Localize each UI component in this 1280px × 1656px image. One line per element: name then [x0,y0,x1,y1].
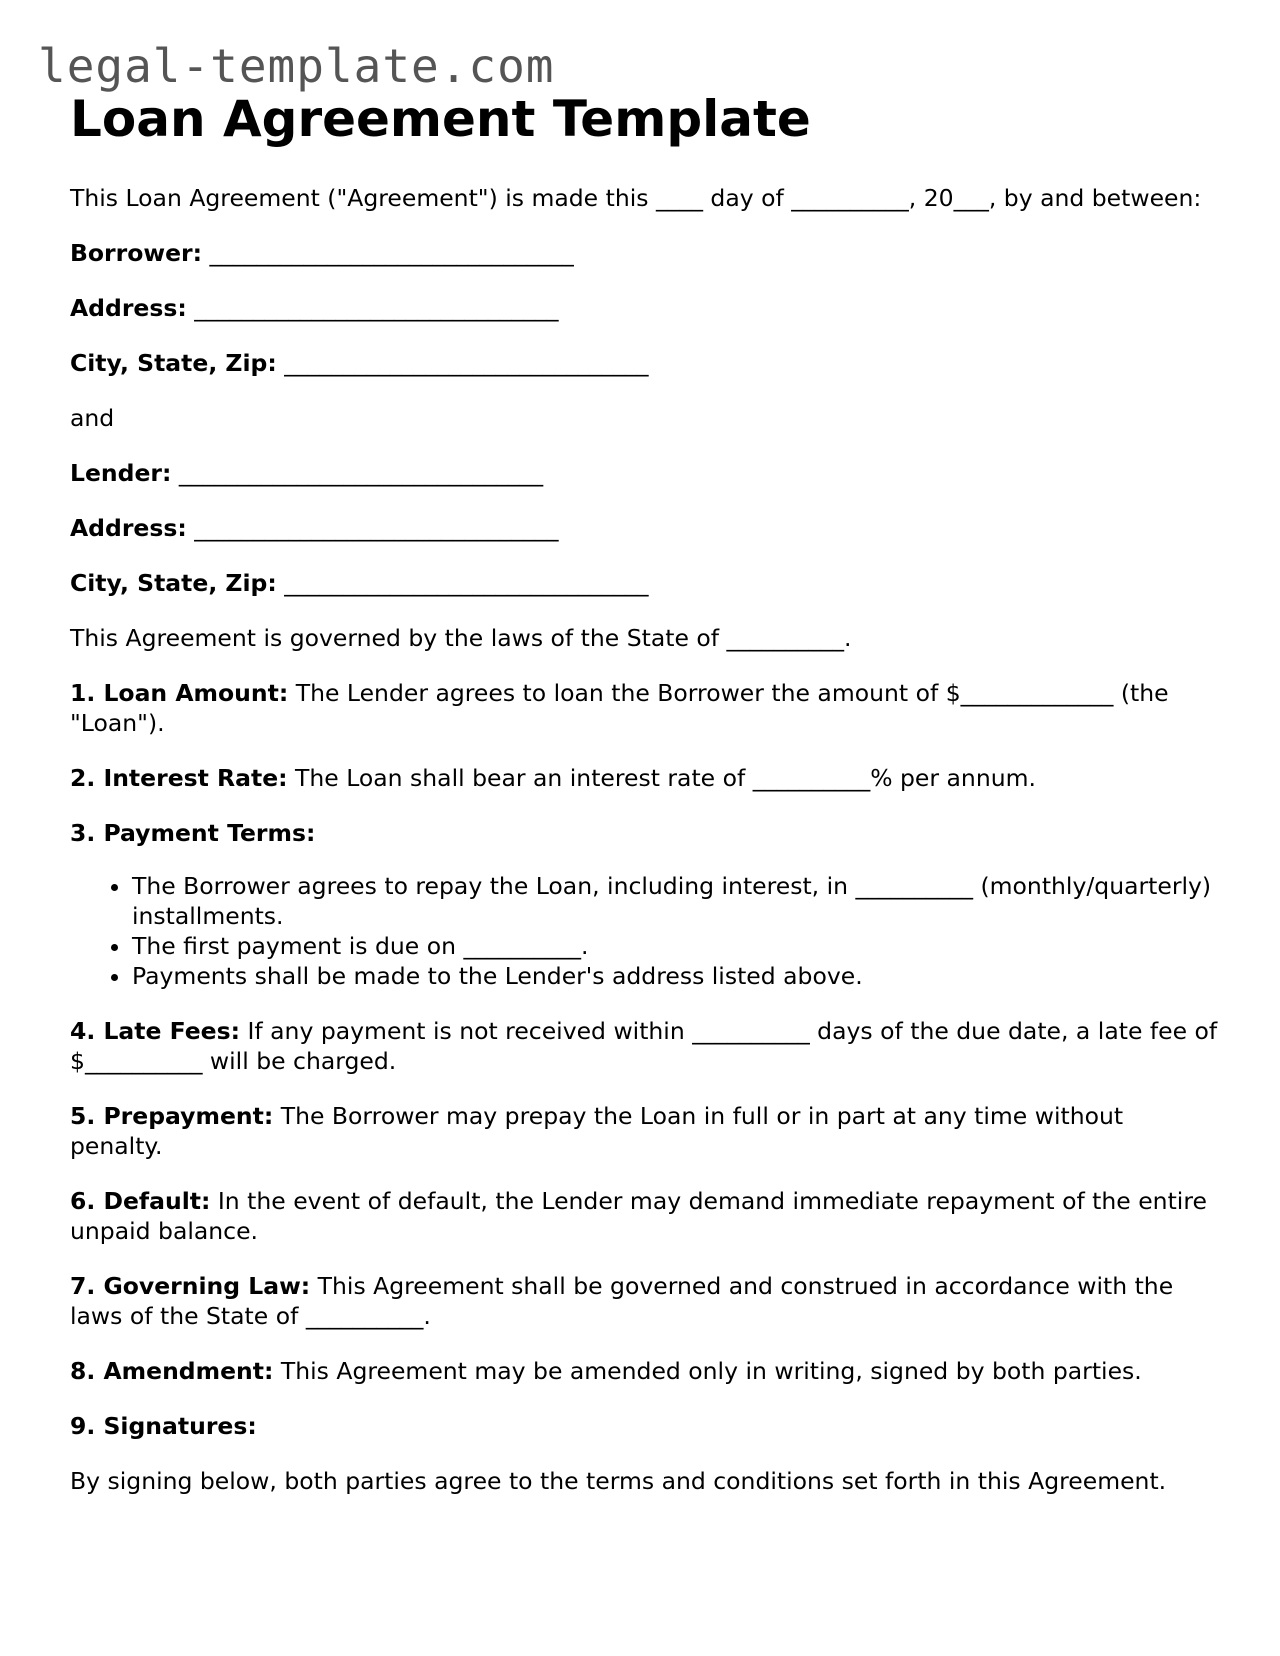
lender-city-line [70,568,1220,598]
section-payment-terms [70,818,1220,848]
lender-city-field[interactable]: _______________________________ [276,569,649,597]
section-text: The Borrower may prepay the Loan in full or in part at any time without penalty. [70,1102,1124,1160]
intro-paragraph: This Loan Agreement ("Agreement") is made this ____ day of __________, 20___, by and between: [70,184,1202,212]
borrower-address-field[interactable]: _______________________________ [186,294,559,322]
section-heading: 4. Late Fees: [70,1017,241,1045]
borrower-name-line [70,238,1220,268]
lender-name-line [70,458,1220,488]
list-item: • The first payment is due on __________. [132,931,1220,961]
borrower-name-label: Borrower: [70,239,203,267]
section-amendment [70,1356,1220,1386]
section-text: This Agreement may be amended only in writing, signed by both parties. [273,1357,1142,1385]
agreement-body [70,183,1220,1521]
page-title: Loan Agreement Template [70,90,811,148]
section-heading: 2. Interest Rate: [70,764,288,792]
section-late-fees [70,1016,1220,1076]
watermark-logo: legal-template.com [38,39,555,93]
lender-address-field[interactable]: _______________________________ [186,514,559,542]
section-text: In the event of default, the Lender may demand immediate repayment of the entire unpaid balance. [70,1187,1207,1245]
lender-name-label: Lender: [70,459,172,487]
borrower-city-field[interactable]: _______________________________ [276,349,649,377]
section-signatures [70,1411,1220,1441]
section-heading: 1. Loan Amount: [70,679,289,707]
borrower-city-label: City, State, Zip: [70,349,277,377]
section-heading: 5. Prepayment: [70,1102,274,1130]
governed-by-paragraph: This Agreement is governed by the laws of the State of __________. [70,624,852,652]
section-text: The Lender agrees to loan the Borrower the amount of $_____________ (the "Loan"). [70,679,1169,737]
section-heading: 7. Governing Law: [70,1272,311,1300]
section-loan-amount [70,678,1220,738]
payment-terms-list [70,871,1220,991]
section-text: The Loan shall bear an interest rate of __________% per annum. [287,764,1036,792]
borrower-address-label: Address: [70,294,187,322]
section-heading: 8. Amendment: [70,1357,274,1385]
lender-address-line [70,513,1220,543]
lender-city-label: City, State, Zip: [70,569,277,597]
section-prepayment [70,1101,1220,1161]
lender-address-label: Address: [70,514,187,542]
lender-name-field[interactable]: _______________________________ [171,459,544,487]
list-item: • The Borrower agrees to repay the Loan, including interest, in __________ (monthly/quarterly) installments. [132,871,1220,931]
and-text: and [70,404,115,432]
section-interest-rate [70,763,1220,793]
section-heading: 6. Default: [70,1187,211,1215]
section-heading: 9. Signatures: [70,1412,257,1440]
section-text: If any payment is not received within __________ days of the due date, a late fee of $__________ will be charged. [70,1017,1218,1075]
section-governing-law [70,1271,1220,1331]
section-default [70,1186,1220,1246]
borrower-city-line [70,348,1220,378]
section-heading: 3. Payment Terms: [70,819,316,847]
borrower-name-field[interactable]: _______________________________ [202,239,574,267]
signatures-paragraph: By signing below, both parties agree to the terms and conditions set forth in this Agreement. [70,1467,1167,1495]
list-item: • Payments shall be made to the Lender's address listed above. [132,961,1220,991]
borrower-address-line [70,293,1220,323]
section-text: This Agreement shall be governed and construed in accordance with the laws of the State of __________. [70,1272,1174,1330]
